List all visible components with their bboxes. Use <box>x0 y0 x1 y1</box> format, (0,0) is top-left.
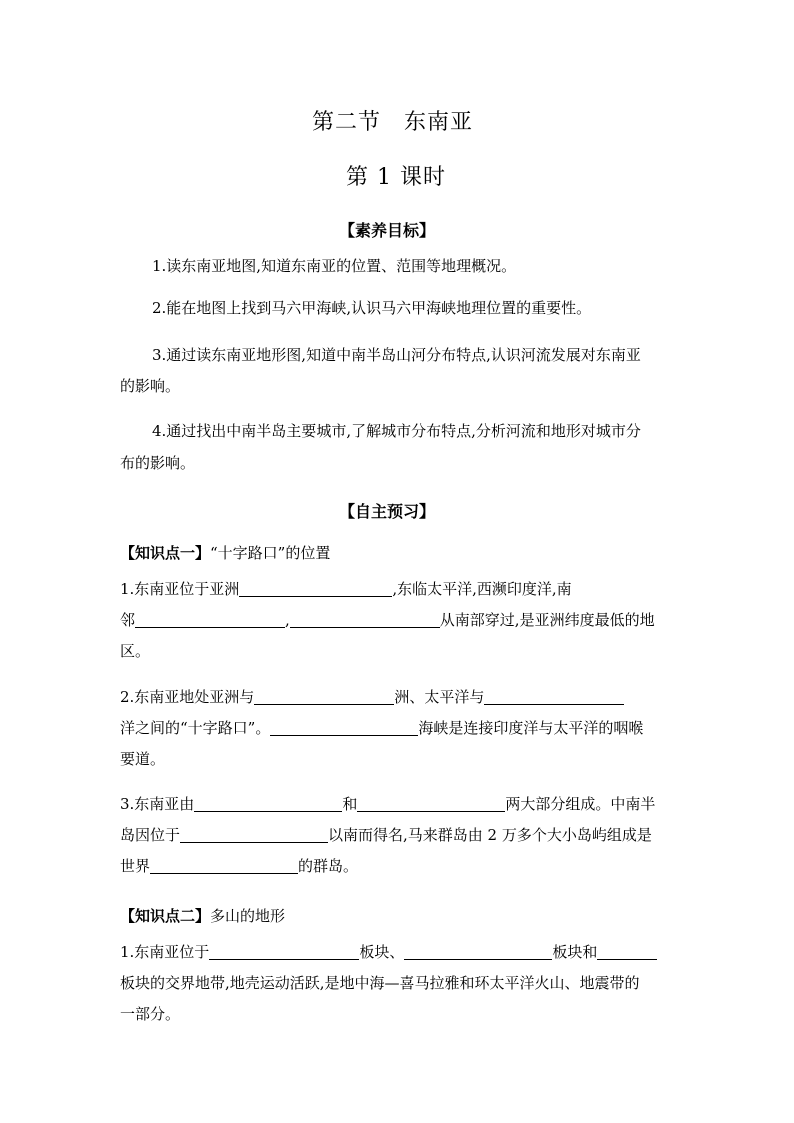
answer-blank[interactable] <box>357 796 505 812</box>
q-text: 以南而得名,马来群岛由 2 万多个大小岛屿组成是 <box>328 826 652 844</box>
q-text: 板块和 <box>552 943 598 961</box>
goals-heading: 【素养目标】 <box>339 221 436 240</box>
q-text: ,东临太平洋,西濒印度洋,南 <box>392 580 572 598</box>
answer-blank[interactable] <box>239 581 392 597</box>
kp1-q3-line1 <box>120 793 655 814</box>
kp1-q3-line3 <box>120 855 358 876</box>
goal-item: 2.能在地图上找到马六甲海峡,认识马六甲海峡地理位置的重要性。 <box>152 299 592 317</box>
answer-blank[interactable] <box>290 612 440 628</box>
goal-item: 4.通过找出中南半岛主要城市,了解城市分布特点,分析河流和地形对城市分 <box>152 422 641 440</box>
q-text: 的群岛。 <box>298 857 359 875</box>
kp2-q1-line1 <box>120 941 657 962</box>
kp1-q1-line3: 区。 <box>120 642 151 660</box>
document-title: 第二节 东南亚 <box>312 110 474 135</box>
q-text: 2.东南亚地处亚洲与 <box>120 688 255 706</box>
kp1-q2-line3: 要道。 <box>120 750 166 768</box>
q-text: 海峡是连接印度洋与太平洋的咽喉 <box>418 719 644 737</box>
kp1-header <box>120 542 330 563</box>
kp1-label: 【知识点一】 <box>120 544 211 562</box>
q-text: 1.东南亚位于 <box>120 943 210 961</box>
kp1-topic: “十字路口”的位置 <box>210 544 331 562</box>
kp1-q1-line2 <box>120 609 655 630</box>
q-text: 洋之间的“十字路口”。 <box>120 719 271 737</box>
q-text: 3.东南亚由 <box>120 795 195 813</box>
q-text: 板块、 <box>359 943 405 961</box>
q-text: 邻 <box>120 611 136 629</box>
kp2-topic: 多山的地形 <box>210 907 286 925</box>
q-text: 1.东南亚位于亚洲 <box>120 580 240 598</box>
q-text: 两大部分组成。中南半 <box>505 795 656 813</box>
answer-blank[interactable] <box>484 689 624 705</box>
q-text: 岛因位于 <box>120 826 181 844</box>
q-text: 和 <box>342 795 358 813</box>
kp1-q2-line1 <box>120 686 624 707</box>
q-text: 洲、太平洋与 <box>394 688 485 706</box>
kp2-q1-line2: 板块的交界地带,地壳运动活跃,是地中海—喜马拉雅和环太平洋火山、地震带的 <box>120 974 640 992</box>
q-text: 从南部穿过,是亚洲纬度最低的地 <box>439 611 655 629</box>
kp2-label: 【知识点二】 <box>120 907 211 925</box>
kp1-q2-line2 <box>120 717 643 738</box>
kp2-q1-line3: 一部分。 <box>120 1005 181 1023</box>
lesson-subtitle: 第 1 课时 <box>346 165 446 190</box>
answer-blank[interactable] <box>150 858 298 874</box>
answer-blank[interactable] <box>209 944 359 960</box>
preview-heading: 【自主预习】 <box>339 502 436 521</box>
kp2-header <box>120 905 285 926</box>
answer-blank[interactable] <box>135 612 285 628</box>
goal-item: 1.读东南亚地图,知道东南亚的位置、范围等地理概况。 <box>152 257 517 275</box>
goal-item-continued: 布的影响。 <box>120 454 196 472</box>
answer-blank[interactable] <box>404 944 552 960</box>
answer-blank[interactable] <box>270 720 418 736</box>
answer-blank[interactable] <box>180 827 328 843</box>
q-text: , <box>285 611 290 629</box>
goal-item-continued: 的影响。 <box>120 377 181 395</box>
answer-blank[interactable] <box>194 796 342 812</box>
answer-blank[interactable] <box>254 689 394 705</box>
kp1-q1-line1 <box>120 578 572 599</box>
kp1-q3-line2 <box>120 824 652 845</box>
answer-blank[interactable] <box>597 944 657 960</box>
goal-item: 3.通过读东南亚地形图,知道中南半岛山河分布特点,认识河流发展对东南亚 <box>152 346 641 364</box>
q-text: 世界 <box>120 857 151 875</box>
